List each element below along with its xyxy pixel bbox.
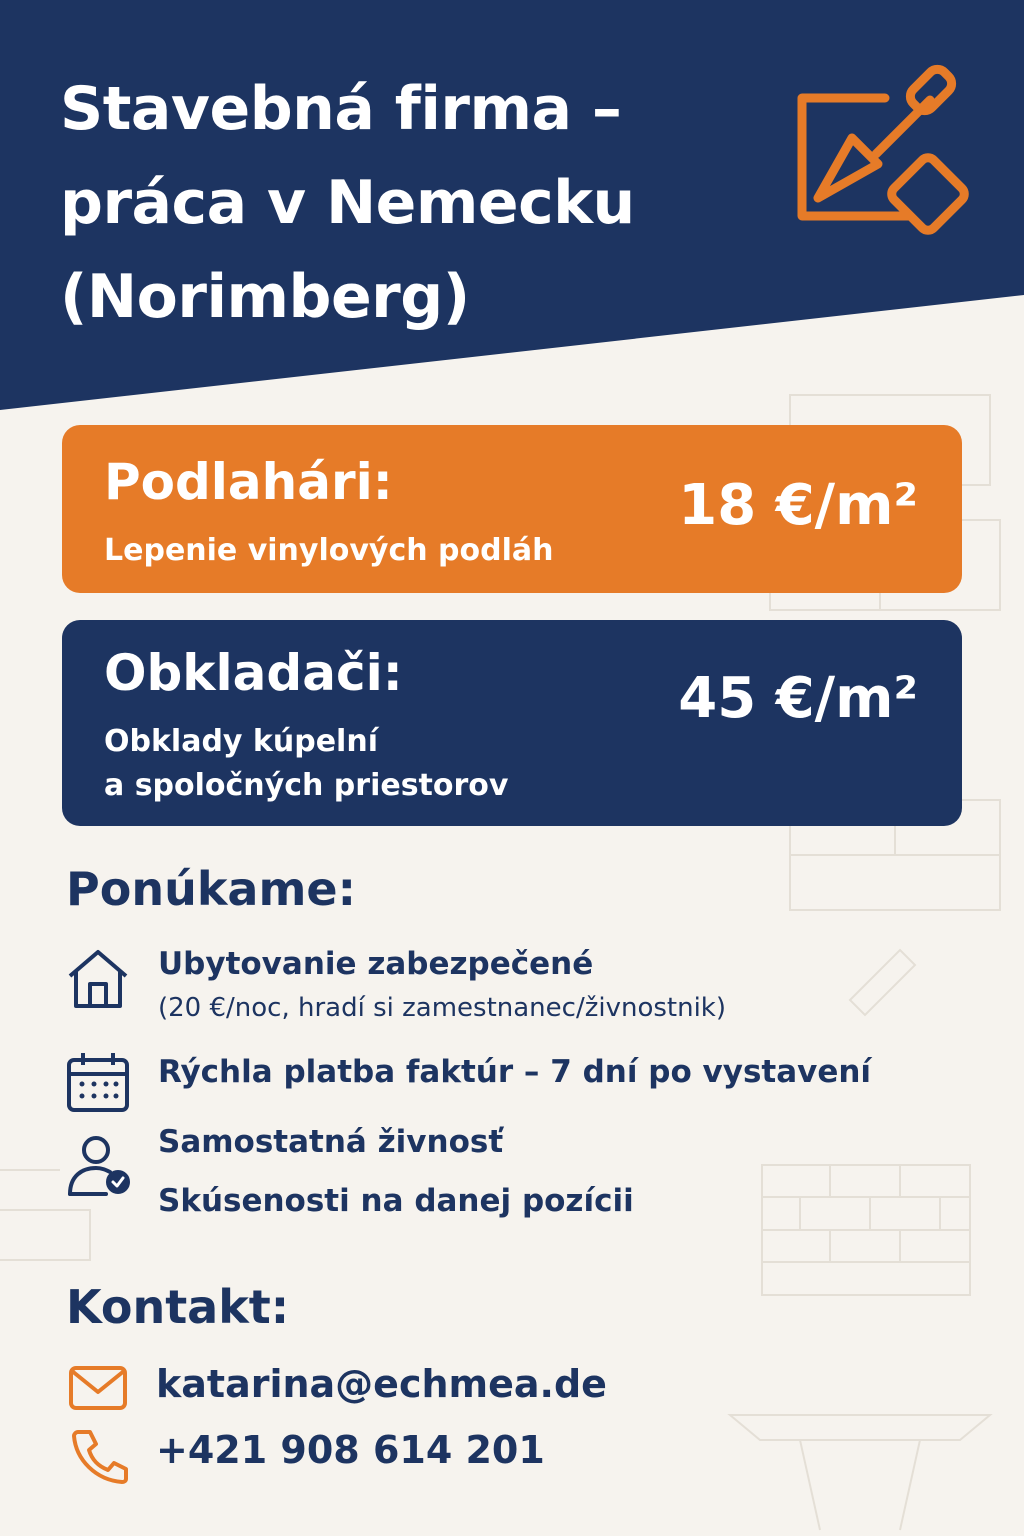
user-check-icon — [66, 1134, 130, 1198]
offer-item-title: Skúsenosti na danej pozícii — [158, 1183, 634, 1219]
contact-heading: Kontakt: — [66, 1280, 290, 1334]
house-icon — [66, 946, 130, 1010]
card-subtitle-line: Obklady kúpelní — [104, 724, 378, 759]
card-subtitle — [104, 720, 508, 808]
phone-icon — [70, 1428, 130, 1484]
card-price: 18 €/m² — [678, 473, 918, 538]
title-line: Stavebná firma – — [60, 74, 622, 144]
card-subtitle: Lepenie vinylových podláh — [104, 533, 554, 568]
offer-item-title: Ubytovanie zabezpečené — [158, 946, 594, 982]
offer-item-title: Samostatná živnosť — [158, 1124, 504, 1160]
mail-icon — [68, 1360, 128, 1416]
offer-item-title: Rýchla platba faktúr – 7 dní po vystavení — [158, 1054, 872, 1090]
card-title: Obkladači: — [104, 644, 403, 702]
trowel-brick-icon — [790, 58, 980, 238]
tiling-job-card — [62, 620, 962, 826]
card-title: Podlahári: — [104, 453, 393, 511]
calendar-icon — [66, 1050, 130, 1114]
contact-email[interactable]: katarina@echmea.de — [156, 1362, 607, 1406]
offer-item-note: (20 €/noc, hradí si zamestnanec/živnostnik) — [158, 993, 727, 1023]
title-line: (Norimberg) — [60, 262, 470, 332]
title-line: práca v Nemecku — [60, 168, 635, 238]
card-subtitle-line: a spoločných priestorov — [104, 768, 509, 803]
offer-heading: Ponúkame: — [66, 862, 356, 916]
flooring-job-card — [62, 425, 962, 593]
card-price: 45 €/m² — [678, 666, 918, 731]
contact-phone[interactable]: +421 908 614 201 — [156, 1428, 545, 1472]
page-title — [60, 62, 760, 344]
